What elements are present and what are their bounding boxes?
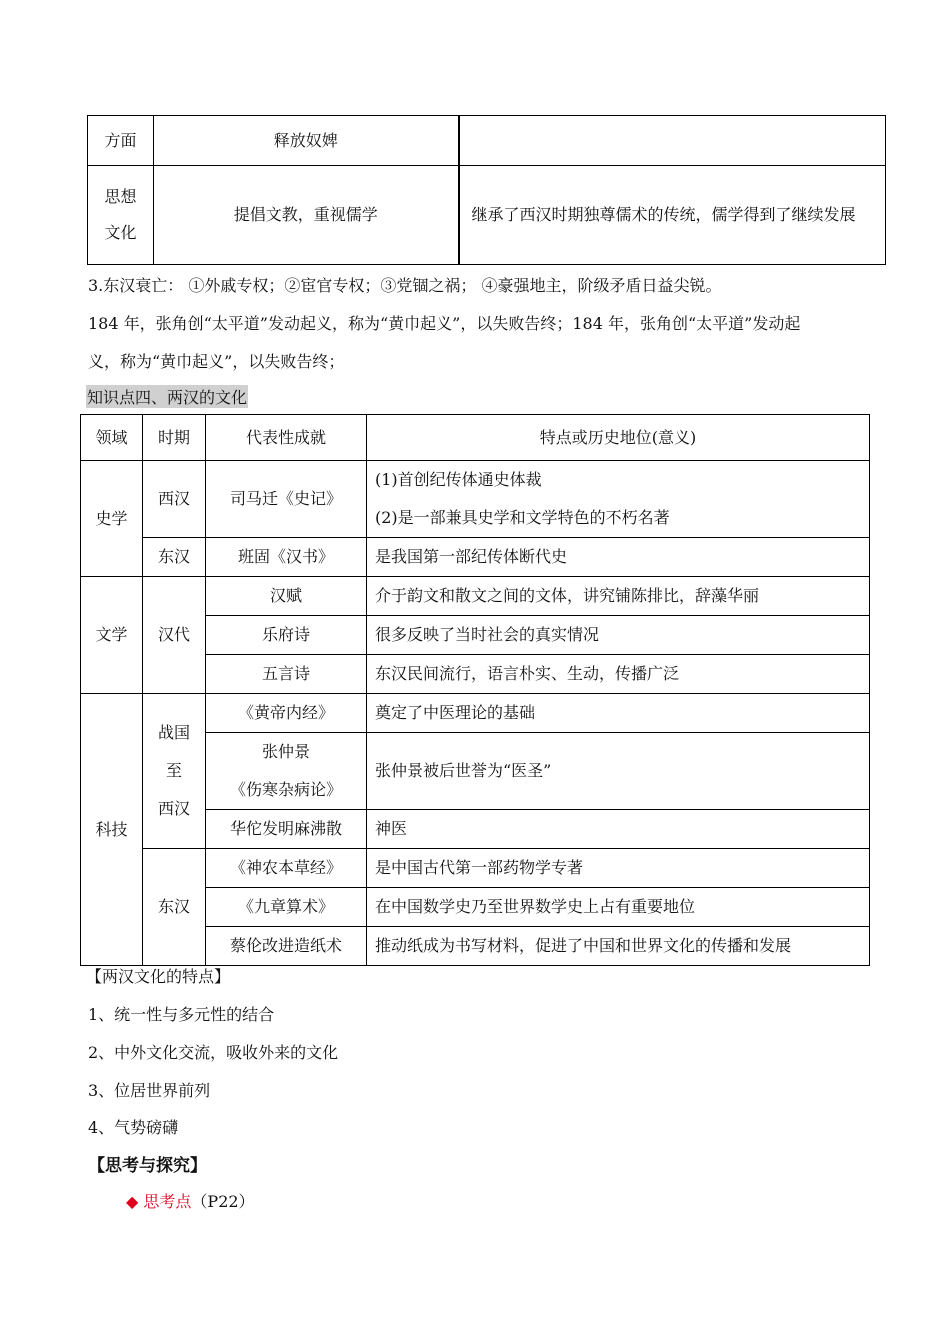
achievement-hanshu: 班固《汉书》	[206, 538, 367, 577]
section-title: 知识点四、两汉的文化	[86, 385, 248, 408]
cell-free-slaves: 释放奴婢	[154, 116, 459, 166]
cell-aspect: 方面	[88, 116, 154, 166]
period-han-dynasty: 汉代	[143, 577, 206, 694]
decline-line1: 3.东汉衰亡： ①外戚专权；②宦官专权；③党锢之祸； ④豪强地主，阶级矛盾日益尖锐。	[88, 276, 722, 295]
top-table	[87, 115, 886, 265]
field-history: 史学	[81, 461, 143, 577]
desc-shennong: 是中国古代第一部药物学专著	[367, 849, 870, 888]
diamond-icon: ◆	[126, 1192, 139, 1211]
think-point	[126, 1189, 255, 1212]
zhang-line2: 《伤寒杂病论》	[229, 780, 342, 799]
header-achievement: 代表性成就	[206, 415, 367, 461]
feature-item-4: 4、气势磅礴	[88, 1118, 179, 1137]
desc-huatuo: 神医	[367, 810, 870, 849]
desc-shiji-point1: (1)首创纪传体通史体裁	[375, 470, 542, 489]
cell-thought-line2: 文化	[104, 223, 137, 242]
period-east-han-science: 东汉	[143, 849, 206, 966]
cell-promote-confucian: 提倡文教，重视儒学	[154, 166, 459, 265]
desc-jiuzhang: 在中国数学史乃至世界数学史上占有重要地位	[367, 888, 870, 927]
desc-hanshu: 是我国第一部纪传体断代史	[367, 538, 870, 577]
feature-item-2: 2、中外文化交流，吸收外来的文化	[88, 1043, 339, 1062]
decline-line3: 义，称为“黄巾起义”，以失败告终；	[88, 352, 345, 371]
achievement-jiuzhang: 《九章算术》	[206, 888, 367, 927]
desc-yuefu: 很多反映了当时社会的真实情况	[367, 616, 870, 655]
achievement-zhang	[206, 733, 367, 810]
achievement-cailun: 蔡伦改进造纸术	[206, 927, 367, 966]
field-science: 科技	[81, 694, 143, 966]
achievement-wuyan: 五言诗	[206, 655, 367, 694]
desc-shiji-point2: (2)是一部兼具史学和文学特色的不朽名著	[375, 508, 670, 527]
feature-item-3: 3、位居世界前列	[88, 1081, 211, 1100]
features-title: 【两汉文化的特点】	[86, 967, 231, 986]
achievement-hanfu: 汉赋	[206, 577, 367, 616]
desc-wuyan: 东汉民间流行，语言朴实、生动，传播广泛	[367, 655, 870, 694]
header-field: 领域	[81, 415, 143, 461]
achievement-yuefu: 乐府诗	[206, 616, 367, 655]
think-point-page: （P22）	[191, 1192, 255, 1211]
header-significance: 特点或历史地位(意义)	[367, 415, 870, 461]
achievement-huatuo: 华佗发明麻沸散	[206, 810, 367, 849]
desc-hanfu: 介于韵文和散文之间的文体，讲究铺陈排比，辞藻华丽	[367, 577, 870, 616]
culture-table	[80, 414, 870, 966]
period-east-han: 东汉	[143, 538, 206, 577]
think-point-label: 思考点	[143, 1192, 192, 1211]
cell-thought-line1: 思想	[104, 187, 137, 206]
achievement-shiji: 司马迁《史记》	[206, 461, 367, 538]
period-warring-to-west-han	[143, 694, 206, 849]
feature-item-1: 1、统一性与多元性的结合	[88, 1005, 275, 1024]
zhang-line1: 张仲景	[261, 742, 310, 761]
period1-line2: 至	[165, 761, 182, 780]
think-title: 【思考与探究】	[88, 1156, 207, 1176]
desc-huangdi: 奠定了中医理论的基础	[367, 694, 870, 733]
cell-thought-culture	[88, 166, 154, 265]
period-west-han: 西汉	[143, 461, 206, 538]
header-period: 时期	[143, 415, 206, 461]
field-literature: 文学	[81, 577, 143, 694]
cell-empty	[459, 116, 886, 166]
achievement-huangdi: 《黄帝内经》	[206, 694, 367, 733]
period1-line3: 西汉	[157, 799, 190, 818]
desc-cailun: 推动纸成为书写材料，促进了中国和世界文化的传播和发展	[367, 927, 870, 966]
cell-inherit-confucian: 继承了西汉时期独尊儒术的传统，儒学得到了继续发展	[459, 166, 886, 265]
desc-zhang: 张仲景被后世誉为“医圣”	[367, 733, 870, 810]
decline-line2: 184 年，张角创“太平道”发动起义，称为“黄巾起义”，以失败告终；184 年，张角创“太平道”发动起	[88, 314, 801, 333]
desc-shiji	[367, 461, 870, 538]
achievement-shennong: 《神农本草经》	[206, 849, 367, 888]
period1-line1: 战国	[157, 723, 190, 742]
